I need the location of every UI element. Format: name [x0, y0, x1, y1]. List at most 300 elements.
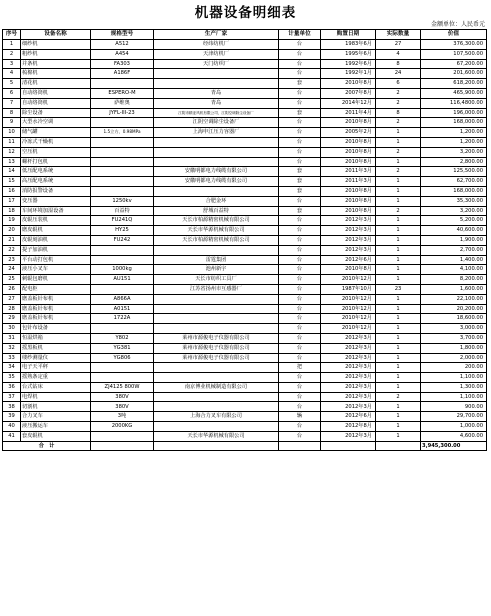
value-cell: 1,100.00	[421, 392, 487, 402]
row-number-cell: 23	[3, 255, 21, 265]
value-cell: 1,800.00	[421, 343, 487, 353]
row-number-cell: 33	[3, 353, 21, 363]
table-row	[3, 412, 487, 422]
quantity-cell: 24	[376, 69, 421, 79]
unit-of-measure-cell: 台	[279, 226, 321, 236]
equipment-name-cell: 液压小叉车	[21, 265, 91, 275]
table-row	[3, 304, 487, 314]
model-spec-cell: ZJ4125 800W	[91, 382, 154, 392]
row-number-cell: 19	[3, 216, 21, 226]
unit-of-measure-cell: 台	[279, 382, 321, 392]
model-spec-cell	[91, 137, 154, 147]
table-row	[3, 373, 487, 383]
model-spec-cell: JYFL-III-23	[91, 108, 154, 118]
purchase-date-cell: 2012年3月	[321, 226, 376, 236]
row-number-cell: 36	[3, 382, 21, 392]
table-row	[3, 108, 487, 118]
equipment-name-cell: 套皮辊机	[21, 431, 91, 441]
value-cell: 1,600.00	[421, 284, 487, 294]
table-row	[3, 98, 487, 108]
manufacturer-cell	[154, 186, 279, 196]
manufacturer-cell: 天门纺织厂	[154, 59, 279, 69]
model-spec-cell: 380V	[91, 392, 154, 402]
model-spec-cell: FA303	[91, 59, 154, 69]
value-cell: 2,800.00	[421, 157, 487, 167]
unit-of-measure-cell: 套	[279, 206, 321, 216]
row-number-cell: 28	[3, 304, 21, 314]
purchase-date-cell: 2005年2月	[321, 128, 376, 138]
value-cell: 22,100.00	[421, 294, 487, 304]
equipment-name-cell: 缕纱测量仪	[21, 353, 91, 363]
manufacturer-cell	[154, 137, 279, 147]
value-cell: 376,300.00	[421, 40, 487, 50]
model-spec-cell: A186F	[91, 69, 154, 79]
table-row	[3, 382, 487, 392]
unit-of-measure-cell: 套	[279, 79, 321, 89]
value-cell: 2,700.00	[421, 245, 487, 255]
value-cell: 116,4800.00	[421, 98, 487, 108]
column-header: 计量单位	[279, 30, 321, 40]
purchase-date-cell: 2010年12月	[321, 324, 376, 334]
model-spec-cell	[91, 118, 154, 128]
manufacturer-cell: 合肥金环	[154, 196, 279, 206]
value-cell: 1,000.00	[421, 422, 487, 432]
manufacturer-cell: 莱州市源俊电子仪器有限公司	[154, 343, 279, 353]
row-number-cell: 31	[3, 333, 21, 343]
model-spec-cell	[91, 363, 154, 373]
equipment-name-cell: 恒温烘箱	[21, 333, 91, 343]
equipment-name-cell: 提子加油机	[21, 245, 91, 255]
unit-of-measure-cell: 套	[279, 167, 321, 177]
row-number-cell: 5	[3, 79, 21, 89]
model-spec-cell	[91, 324, 154, 334]
row-number-cell: 7	[3, 98, 21, 108]
manufacturer-cell: 安徽明都电力线缆有限公司	[154, 167, 279, 177]
manufacturer-cell: 江阴市精亚风机有限公司，江阴空调除尘设备厂	[154, 108, 279, 118]
manufacturer-cell: 青岛	[154, 88, 279, 98]
model-spec-cell	[91, 157, 154, 167]
row-number-cell: 4	[3, 69, 21, 79]
unit-of-measure-cell: 台	[279, 343, 321, 353]
table-row	[3, 118, 487, 128]
manufacturer-cell: 江苏省扬州市互感器厂	[154, 284, 279, 294]
manufacturer-cell: 天长市华源机械有限公司	[154, 226, 279, 236]
table-row	[3, 245, 487, 255]
value-cell: 8,200.00	[421, 275, 487, 285]
table-row	[3, 79, 487, 89]
value-cell: 1,400.00	[421, 255, 487, 265]
unit-of-measure-cell: 台	[279, 157, 321, 167]
equipment-name-cell: 皮辊刻油机	[21, 235, 91, 245]
purchase-date-cell: 1983年6月	[321, 40, 376, 50]
model-spec-cell: 1722A	[91, 314, 154, 324]
table-row	[3, 431, 487, 441]
row-number-cell: 32	[3, 343, 21, 353]
equipment-name-cell: 清花机	[21, 79, 91, 89]
quantity-cell: 1	[376, 157, 421, 167]
quantity-cell: 1	[376, 373, 421, 383]
unit-of-measure-cell: 台	[279, 49, 321, 59]
model-spec-cell: FU241Q	[91, 216, 154, 226]
model-spec-cell: 1250kv	[91, 196, 154, 206]
table-row	[3, 324, 487, 334]
equipment-name-cell: 消防报警设备	[21, 186, 91, 196]
model-spec-cell: ESPERO-M	[91, 88, 154, 98]
equipment-name-cell: 自动络筒机	[21, 98, 91, 108]
equipment-name-cell: 储气罐	[21, 128, 91, 138]
quantity-cell: 1	[376, 216, 421, 226]
unit-of-measure-cell: 台	[279, 265, 321, 275]
value-cell: 125,500.00	[421, 167, 487, 177]
row-number-cell: 40	[3, 422, 21, 432]
table-row	[3, 49, 487, 59]
unit-of-measure-cell: 台	[279, 275, 321, 285]
model-spec-cell: 百益特	[91, 206, 154, 216]
purchase-date-cell: 2010年12月	[321, 304, 376, 314]
table-row	[3, 137, 487, 147]
model-spec-cell: A512	[91, 40, 154, 50]
row-number-cell: 13	[3, 157, 21, 167]
row-number-cell: 24	[3, 265, 21, 275]
table-row	[3, 186, 487, 196]
purchase-date-cell: 2010年8月	[321, 196, 376, 206]
row-number-cell: 21	[3, 235, 21, 245]
unit-of-measure-cell: 套	[279, 177, 321, 187]
value-cell: 3,000.00	[421, 324, 487, 334]
manufacturer-cell: 莱州市源俊电子仪器有限公司	[154, 353, 279, 363]
quantity-cell: 1	[376, 402, 421, 412]
table-row	[3, 167, 487, 177]
value-cell: 900.00	[421, 402, 487, 412]
model-spec-cell: 萨维奥	[91, 98, 154, 108]
column-header: 实际数量	[376, 30, 421, 40]
row-number-cell: 16	[3, 186, 21, 196]
value-cell: 4,100.00	[421, 265, 487, 275]
equipment-table	[2, 29, 487, 451]
value-cell: 200.00	[421, 363, 487, 373]
quantity-cell: 2	[376, 118, 421, 128]
table-row	[3, 294, 487, 304]
purchase-date-cell: 2010年8月	[321, 186, 376, 196]
quantity-cell: 1	[376, 324, 421, 334]
quantity-cell: 2	[376, 392, 421, 402]
quantity-cell: 8	[376, 108, 421, 118]
equipment-name-cell: 磨皮辊机	[21, 226, 91, 236]
purchase-date-cell: 2007年8月	[321, 88, 376, 98]
quantity-cell: 1	[376, 186, 421, 196]
model-spec-cell	[91, 431, 154, 441]
unit-of-measure-cell: 台	[279, 245, 321, 255]
quantity-cell: 4	[376, 49, 421, 59]
table-row	[3, 392, 487, 402]
row-number-cell: 22	[3, 245, 21, 255]
unit-of-measure-cell: 台	[279, 402, 321, 412]
purchase-date-cell: 2012年3月	[321, 382, 376, 392]
manufacturer-cell	[154, 147, 279, 157]
quantity-cell: 1	[376, 196, 421, 206]
purchase-date-cell: 2010年8月	[321, 157, 376, 167]
quantity-cell: 23	[376, 284, 421, 294]
model-spec-cell: A0151	[91, 304, 154, 314]
purchase-date-cell: 2012年3月	[321, 333, 376, 343]
manufacturer-cell: 舒城百益特	[154, 206, 279, 216]
model-spec-cell	[91, 177, 154, 187]
value-cell: 107,500.00	[421, 49, 487, 59]
table-row	[3, 177, 487, 187]
manufacturer-cell	[154, 304, 279, 314]
manufacturer-cell	[154, 324, 279, 334]
value-cell: 3,700.00	[421, 333, 487, 343]
quantity-cell: 2	[376, 88, 421, 98]
quantity-cell: 1	[376, 137, 421, 147]
row-number-cell: 11	[3, 137, 21, 147]
purchase-date-cell: 2012年8月	[321, 422, 376, 432]
unit-of-measure-cell: 台	[279, 284, 321, 294]
unit-of-measure-cell: 台	[279, 147, 321, 157]
column-header: 规格型号	[91, 30, 154, 40]
equipment-name-cell: 磨盖板针布机	[21, 314, 91, 324]
unit-of-measure-cell: 台	[279, 392, 321, 402]
model-spec-cell	[91, 186, 154, 196]
model-spec-cell: 1000kg	[91, 265, 154, 275]
purchase-date-cell: 2010年8月	[321, 206, 376, 216]
unit-of-measure-cell: 台	[279, 373, 321, 383]
manufacturer-cell: 雷霆集团	[154, 255, 279, 265]
table-row	[3, 314, 487, 324]
purchase-date-cell: 2012年3月	[321, 392, 376, 402]
purchase-date-cell: 2012年3月	[321, 373, 376, 383]
value-cell: 196,000.00	[421, 108, 487, 118]
row-number-cell: 37	[3, 392, 21, 402]
equipment-name-cell: 摇熟条定重	[21, 373, 91, 383]
equipment-name-cell: 梳棉机	[21, 69, 91, 79]
value-cell: 465,900.00	[421, 88, 487, 98]
unit-of-measure-cell: 台	[279, 59, 321, 69]
manufacturer-cell	[154, 422, 279, 432]
table-row	[3, 226, 487, 236]
equipment-name-cell: 电焊机	[21, 392, 91, 402]
purchase-date-cell: 2011年4月	[321, 108, 376, 118]
quantity-cell: 1	[376, 294, 421, 304]
manufacturer-cell: 经纬纺机厂	[154, 40, 279, 50]
equipment-name-cell: 液压搬运车	[21, 422, 91, 432]
unit-of-measure-cell: 台	[279, 137, 321, 147]
quantity-cell: 1	[376, 353, 421, 363]
model-spec-cell: A454	[91, 49, 154, 59]
equipment-name-cell: 皮辊压装机	[21, 216, 91, 226]
row-number-cell: 18	[3, 206, 21, 216]
row-number-cell: 34	[3, 363, 21, 373]
equipment-name-cell: 除尘设备	[21, 108, 91, 118]
quantity-cell: 1	[376, 343, 421, 353]
total-label: 合 计	[3, 441, 91, 451]
model-spec-cell: 3吨	[91, 412, 154, 422]
row-number-cell: 6	[3, 88, 21, 98]
equipment-name-cell: 摇黑板机	[21, 343, 91, 353]
purchase-date-cell: 2010年8月	[321, 79, 376, 89]
table-row	[3, 333, 487, 343]
row-number-cell: 39	[3, 412, 21, 422]
manufacturer-cell	[154, 79, 279, 89]
equipment-name-cell: 细纱机	[21, 40, 91, 50]
purchase-date-cell: 2010年12月	[321, 275, 376, 285]
row-number-cell: 8	[3, 108, 21, 118]
table-row	[3, 157, 487, 167]
quantity-cell: 1	[376, 314, 421, 324]
table-row	[3, 353, 487, 363]
quantity-cell: 1	[376, 255, 421, 265]
purchase-date-cell: 2012年3月	[321, 431, 376, 441]
purchase-date-cell: 2010年12月	[321, 314, 376, 324]
quantity-cell: 2	[376, 147, 421, 157]
manufacturer-cell	[154, 294, 279, 304]
table-row	[3, 128, 487, 138]
value-cell: 2,000.00	[421, 353, 487, 363]
equipment-name-cell: 高压配电系统	[21, 177, 91, 187]
empty-cell	[91, 441, 154, 451]
value-cell: 1,300.00	[421, 382, 487, 392]
value-cell: 40,600.00	[421, 226, 487, 236]
model-spec-cell: Y802	[91, 333, 154, 343]
purchase-date-cell: 2012年6月	[321, 255, 376, 265]
table-row	[3, 196, 487, 206]
row-number-cell: 30	[3, 324, 21, 334]
manufacturer-cell	[154, 373, 279, 383]
equipment-name-cell: 磨盖板针布机	[21, 294, 91, 304]
equipment-name-cell: 低压配电系统	[21, 167, 91, 177]
row-number-cell: 29	[3, 314, 21, 324]
value-cell: 1,200.00	[421, 137, 487, 147]
purchase-date-cell: 2012年6月	[321, 412, 376, 422]
quantity-cell: 1	[376, 431, 421, 441]
manufacturer-cell: 安徽明都电力线缆有限公司	[154, 177, 279, 187]
unit-of-measure-cell: 台	[279, 118, 321, 128]
equipment-name-cell: 切割机	[21, 402, 91, 412]
purchase-date-cell: 1987年10月	[321, 284, 376, 294]
row-number-cell: 35	[3, 373, 21, 383]
quantity-cell: 2	[376, 206, 421, 216]
manufacturer-cell: 青岛	[154, 98, 279, 108]
unit-of-measure-cell: 台	[279, 98, 321, 108]
value-cell: 20,200.00	[421, 304, 487, 314]
value-cell: 3,200.00	[421, 147, 487, 157]
quantity-cell: 6	[376, 79, 421, 89]
purchase-date-cell: 2012年3月	[321, 363, 376, 373]
equipment-name-cell: 合力叉车	[21, 412, 91, 422]
manufacturer-cell: 天长市纺织工具厂	[154, 275, 279, 285]
unit-of-measure-cell: 台	[279, 294, 321, 304]
manufacturer-cell	[154, 402, 279, 412]
model-spec-cell: YG381	[91, 343, 154, 353]
unit-of-measure-cell: 台	[279, 216, 321, 226]
equipment-name-cell: 螺杆打包机	[21, 157, 91, 167]
purchase-date-cell: 2012年3月	[321, 245, 376, 255]
row-number-cell: 3	[3, 59, 21, 69]
row-number-cell: 25	[3, 275, 21, 285]
page-title: 机器设备明细表	[194, 5, 297, 21]
equipment-name-cell: 粗纱机	[21, 49, 91, 59]
model-spec-cell: 1.5立方、0.98MPa	[91, 128, 154, 138]
table-row	[3, 275, 487, 285]
row-number-cell: 15	[3, 177, 21, 187]
table-row	[3, 402, 487, 412]
table-row	[3, 422, 487, 432]
column-header: 价值	[421, 30, 487, 40]
unit-of-measure-cell: 把	[279, 363, 321, 373]
table-row	[3, 235, 487, 245]
purchase-date-cell: 2011年3月	[321, 177, 376, 187]
unit-of-measure-cell: 台	[279, 324, 321, 334]
value-cell: 67,200.00	[421, 59, 487, 69]
total-value: 3,945,300.00	[421, 441, 487, 451]
table-row	[3, 265, 487, 275]
purchase-date-cell: 2010年12月	[321, 294, 376, 304]
unit-of-measure-cell: 台	[279, 255, 321, 265]
column-header: 序号	[3, 30, 21, 40]
unit-of-measure-cell: 台	[279, 333, 321, 343]
empty-cell	[321, 441, 376, 451]
purchase-date-cell: 2010年8月	[321, 147, 376, 157]
model-spec-cell: AU151	[91, 275, 154, 285]
model-spec-cell: 380V	[91, 402, 154, 412]
table-header-row	[3, 30, 487, 40]
quantity-cell: 8	[376, 59, 421, 69]
equipment-name-cell: 磨盖板针布机	[21, 304, 91, 314]
row-number-cell: 20	[3, 226, 21, 236]
manufacturer-cell: 天长市华源机械有限公司	[154, 431, 279, 441]
table-row	[3, 206, 487, 216]
manufacturer-cell	[154, 363, 279, 373]
quantity-cell: 1	[376, 265, 421, 275]
row-number-cell: 26	[3, 284, 21, 294]
equipment-name-cell: 空压机	[21, 147, 91, 157]
row-number-cell: 27	[3, 294, 21, 304]
equipment-name-cell: 大型水冷空调	[21, 118, 91, 128]
model-spec-cell: FU242	[91, 235, 154, 245]
quantity-cell: 1	[376, 422, 421, 432]
equipment-name-cell: 刺辊包磨机	[21, 275, 91, 285]
quantity-cell: 1	[376, 333, 421, 343]
model-spec-cell: 2000KG	[91, 422, 154, 432]
model-spec-cell	[91, 79, 154, 89]
equipment-name-cell: 配电柜	[21, 284, 91, 294]
manufacturer-cell: 池州新宇	[154, 265, 279, 275]
model-spec-cell: YG806	[91, 353, 154, 363]
purchase-date-cell: 2010年8月	[321, 137, 376, 147]
empty-cell	[154, 441, 279, 451]
equipment-name-cell: 车间环境加湿设备	[21, 206, 91, 216]
model-spec-cell: HY25	[91, 226, 154, 236]
unit-of-measure-cell: 台	[279, 235, 321, 245]
manufacturer-cell	[154, 392, 279, 402]
unit-of-measure-cell: 台	[279, 40, 321, 50]
purchase-date-cell: 2011年3月	[321, 167, 376, 177]
manufacturer-cell	[154, 69, 279, 79]
unit-of-measure-cell: 台	[279, 196, 321, 206]
equipment-name-cell: 台式钻床	[21, 382, 91, 392]
value-cell: 168,000.00	[421, 118, 487, 128]
quantity-cell: 1	[376, 177, 421, 187]
manufacturer-cell	[154, 157, 279, 167]
unit-of-measure-cell: 套	[279, 186, 321, 196]
purchase-date-cell: 2010年8月	[321, 265, 376, 275]
equipment-name-cell: 电子天平秤	[21, 363, 91, 373]
value-cell: 4,600.00	[421, 431, 487, 441]
column-header: 设备名称	[21, 30, 91, 40]
quantity-cell: 1	[376, 128, 421, 138]
purchase-date-cell: 2012年3月	[321, 343, 376, 353]
table-row	[3, 59, 487, 69]
